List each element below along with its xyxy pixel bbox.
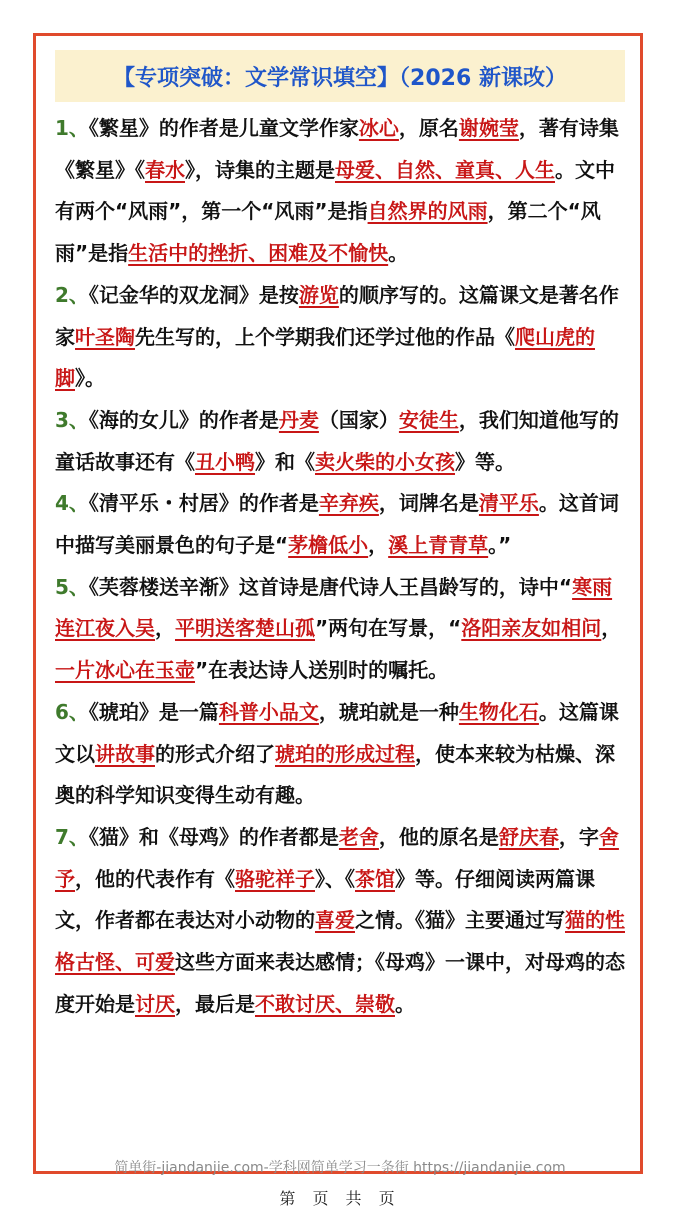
question-text: ，他的代表作有《	[75, 866, 235, 891]
question-text: ”在表达诗人送别时的嘱托。	[195, 658, 449, 683]
question-text: ，	[155, 616, 175, 641]
question-item	[55, 483, 629, 566]
question-text: 》等。仔细阅读两篇课文，作者都在表达对小动物的	[55, 866, 595, 933]
page-title-text: 【专项突破：文学常识填空】（2026 新课改）	[113, 65, 567, 91]
question-text: 之情。《猫》主要通过写	[355, 908, 565, 933]
question-list	[55, 108, 629, 1025]
question-text: ，著有诗集《繁星》《	[55, 116, 619, 182]
question-item	[55, 108, 629, 275]
answer-text: 清平乐	[478, 491, 539, 516]
question-text: 的形式介绍了	[155, 741, 275, 766]
answer-text: 丑小鸭	[195, 449, 255, 474]
answer-text: 生物化石	[458, 699, 539, 724]
question-text: 。	[388, 241, 409, 266]
question-text: 《琥珀》是一篇	[88, 699, 219, 724]
question-text: ，	[368, 533, 389, 558]
answer-text: 猫的性格古怪、可爱	[55, 908, 625, 975]
answer-text: 叶圣陶	[75, 324, 135, 349]
question-text: 。	[395, 991, 415, 1016]
question-text: ，字	[558, 824, 599, 849]
answer-text: 寒雨连江夜入吴	[55, 574, 613, 641]
answer-text: 讨厌	[135, 991, 175, 1016]
question-text: 。这首词中描写美丽景色的句子是“	[55, 491, 619, 558]
question-text: 先生写的，上个学期我们还学过他的作品《	[135, 324, 515, 349]
question-text: ，	[601, 616, 622, 641]
answer-text: 溪上青青草	[388, 533, 489, 558]
question-text: ，使本来较为枯燥、深奥的科学知识变得生动有趣。	[55, 741, 615, 808]
answer-text: 舒庆春	[498, 824, 559, 849]
question-text: 《清平乐・村居》的作者是	[88, 491, 319, 516]
question-item	[55, 692, 629, 817]
answer-text: 老舍	[338, 824, 379, 849]
question-text: ，他的原名是	[378, 824, 499, 849]
question-number: 5、	[55, 574, 89, 599]
answer-text: 丹麦	[278, 407, 319, 432]
question-text: 。这篇课文以	[55, 699, 619, 766]
question-text: 《芙蓉楼送辛渐》这首诗是唐代诗人王昌龄写的，诗中“	[88, 574, 573, 599]
question-item	[55, 275, 629, 400]
answer-text: 冰心	[358, 116, 399, 140]
question-text: ，原名	[398, 116, 459, 140]
question-item	[55, 817, 629, 1026]
answer-text: 茅檐低小	[288, 533, 369, 558]
question-number: 1、	[55, 116, 89, 140]
question-text: 《猫》和《母鸡》的作者都是	[88, 824, 339, 849]
question-text: 》。	[75, 366, 105, 391]
question-text: 《海的女儿》的作者是	[88, 407, 279, 432]
question-text: 》，诗集的主题是	[185, 157, 335, 182]
question-item	[55, 400, 629, 483]
question-text: ，第二个“风雨”是指	[55, 199, 601, 266]
question-text: 这些方面来表达感情；《母鸡》一课中，对母鸡的态度开始是	[55, 950, 625, 1016]
answer-text: 洛阳亲友如相问	[461, 616, 602, 641]
answer-text: 辛弃疾	[318, 491, 379, 516]
answer-text: 谢婉莹	[458, 116, 519, 140]
answer-text: 舍予	[55, 824, 619, 891]
question-number: 4、	[55, 491, 89, 516]
question-text: 》和《	[255, 449, 315, 474]
answer-text: 不敢讨厌、崇敬	[255, 991, 395, 1016]
answer-text: 科普小品文	[218, 699, 319, 724]
question-text: ，琥珀就是一种	[318, 699, 459, 724]
question-number: 6、	[55, 699, 89, 724]
answer-text: 一片冰心在玉壶	[55, 658, 195, 683]
question-text: 。文中有两个“风雨”，第一个“风雨”是指	[55, 157, 615, 224]
question-text: 《记金华的双龙洞》是按	[88, 282, 299, 307]
answer-text: 自然界的风雨	[367, 199, 488, 224]
answer-text: 游览	[298, 282, 339, 307]
question-text: ，我们知道他写的童话故事还有《	[55, 407, 619, 474]
question-text: 。”	[488, 533, 512, 558]
watermark: 简单街-jiandanjie.com-学科网简单学习一条街 https://jiandanjie.com	[114, 1160, 566, 1176]
answer-text: 生活中的挫折、困难及不愉快	[128, 241, 389, 266]
answer-text: 平明送客楚山孤	[175, 616, 315, 641]
question-text: ，词牌名是	[378, 491, 479, 516]
page-number-footer: 第 页 共 页	[279, 1189, 401, 1208]
answer-text: 春水	[145, 157, 185, 182]
question-text: 》、《	[315, 866, 355, 891]
question-text: 》等。	[455, 449, 515, 474]
question-text: （国家）	[318, 407, 399, 432]
answer-text: 爬山虎的脚	[55, 324, 595, 391]
answer-text: 喜爱	[315, 908, 355, 933]
question-number: 2、	[55, 282, 89, 307]
question-number: 3、	[55, 407, 89, 432]
question-text: ”两句在写景，“	[315, 616, 462, 641]
answer-text: 安徒生	[398, 407, 459, 432]
answer-text: 骆驼祥子	[235, 866, 315, 891]
question-item	[55, 567, 629, 692]
question-text: 的顺序写的。这篇课文是著名作家	[55, 282, 619, 349]
answer-text: 卖火柴的小女孩	[315, 449, 455, 474]
question-text: 《繁星》的作者是儿童文学作家	[88, 116, 359, 140]
answer-text: 母爱、自然、童真、人生	[335, 157, 555, 182]
page-title	[55, 50, 625, 102]
answer-text: 茶馆	[355, 866, 395, 891]
question-number: 7、	[55, 824, 89, 849]
answer-text: 讲故事	[95, 741, 155, 766]
answer-text: 琥珀的形成过程	[275, 741, 415, 766]
question-text: ，最后是	[175, 991, 255, 1016]
